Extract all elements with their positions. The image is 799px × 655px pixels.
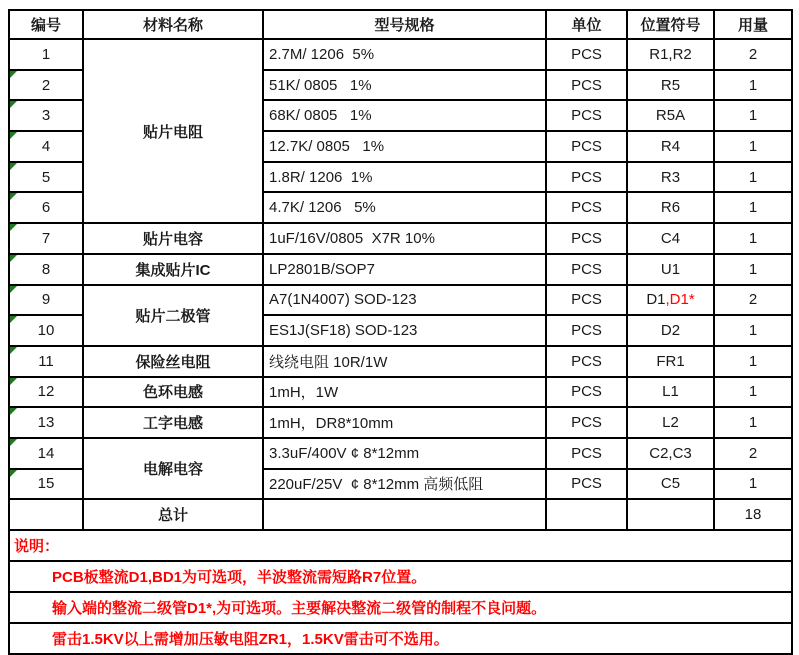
cell-no <box>9 70 83 101</box>
cell-no: 1 <box>9 39 83 70</box>
row-number: 9 <box>41 291 51 309</box>
cell-position: R5A <box>627 100 714 131</box>
cell-no <box>9 346 83 377</box>
cell-position: L1 <box>627 377 714 408</box>
cell-no <box>9 438 83 469</box>
position-label-optional: ,D1* <box>665 291 695 309</box>
cell-unit: PCS <box>546 223 627 254</box>
cell-spec: A7(1N4007) SOD-123 <box>263 285 546 316</box>
notes-title-row <box>9 530 792 561</box>
cell-flag-icon <box>10 470 17 477</box>
table-row <box>9 346 792 377</box>
cell-material: 色环电感 <box>83 377 263 408</box>
cell-no <box>9 407 83 438</box>
cell-position: FR1 <box>627 346 714 377</box>
row-number: 12 <box>37 383 55 401</box>
note-row <box>9 561 792 592</box>
cell-no <box>9 377 83 408</box>
notes-title: 说明： <box>9 530 792 561</box>
cell-material: 电解电容 <box>83 438 263 499</box>
row-number: 10 <box>37 322 55 340</box>
cell-no <box>9 100 83 131</box>
cell-material: 贴片二极管 <box>83 285 263 346</box>
cell-unit: PCS <box>546 70 627 101</box>
cell-position: L2 <box>627 407 714 438</box>
cell-unit: PCS <box>546 438 627 469</box>
cell-qty: 1 <box>714 346 792 377</box>
cell-no <box>9 315 83 346</box>
cell-spec-empty <box>263 499 546 530</box>
header-row <box>9 10 792 39</box>
cell-no <box>9 223 83 254</box>
cell-spec: 68K/ 0805 1% <box>263 100 546 131</box>
cell-position: R3 <box>627 162 714 193</box>
cell-spec: 51K/ 0805 1% <box>263 70 546 101</box>
cell-position: C2,C3 <box>627 438 714 469</box>
cell-flag-icon <box>10 347 17 354</box>
cell-unit: PCS <box>546 254 627 285</box>
cell-spec: 1uF/16V/0805 X7R 10% <box>263 223 546 254</box>
cell-flag-icon <box>10 255 17 262</box>
cell-position: C4 <box>627 223 714 254</box>
cell-flag-icon <box>10 378 17 385</box>
cell-material: 贴片电阻 <box>83 39 263 223</box>
cell-material: 保险丝电阻 <box>83 346 263 377</box>
cell-qty: 1 <box>714 192 792 223</box>
cell-spec: 12.7K/ 0805 1% <box>263 131 546 162</box>
cell-flag-icon <box>10 101 17 108</box>
cell-position: D2 <box>627 315 714 346</box>
cell-flag-icon <box>10 132 17 139</box>
cell-qty: 1 <box>714 70 792 101</box>
cell-qty: 1 <box>714 377 792 408</box>
row-number: 8 <box>41 260 51 278</box>
cell-flag-icon <box>10 408 17 415</box>
col-header-position: 位置符号 <box>627 10 714 39</box>
row-number: 2 <box>41 76 51 94</box>
cell-position <box>627 285 714 316</box>
cell-unit: PCS <box>546 407 627 438</box>
cell-qty: 1 <box>714 315 792 346</box>
cell-flag-icon <box>10 163 17 170</box>
col-header-material: 材料名称 <box>83 10 263 39</box>
cell-no <box>9 254 83 285</box>
cell-flag-icon <box>10 224 17 231</box>
cell-position: U1 <box>627 254 714 285</box>
cell-unit-empty <box>546 499 627 530</box>
cell-flag-icon <box>10 286 17 293</box>
cell-spec: 220uF/25V ¢ 8*12mm 高频低阻 <box>263 469 546 500</box>
table-row <box>9 254 792 285</box>
bom-table <box>8 9 793 655</box>
cell-qty: 1 <box>714 100 792 131</box>
note-row <box>9 623 792 654</box>
cell-qty: 2 <box>714 285 792 316</box>
cell-unit: PCS <box>546 469 627 500</box>
cell-spec: 1mH，1W <box>263 377 546 408</box>
row-number: 7 <box>41 229 51 247</box>
row-number: 6 <box>41 199 51 217</box>
cell-flag-icon <box>10 193 17 200</box>
col-header-spec: 型号规格 <box>263 10 546 39</box>
cell-material: 贴片电容 <box>83 223 263 254</box>
cell-no <box>9 285 83 316</box>
table-row <box>9 407 792 438</box>
note-text: PCB板整流D1,BD1为可选项，半波整流需短路R7位置。 <box>9 561 792 592</box>
table-row <box>9 223 792 254</box>
cell-qty: 1 <box>714 131 792 162</box>
cell-flag-icon <box>10 439 17 446</box>
cell-unit: PCS <box>546 285 627 316</box>
cell-spec: 1.8R/ 1206 1% <box>263 162 546 193</box>
table-row <box>9 438 792 469</box>
cell-qty: 1 <box>714 254 792 285</box>
cell-position: R6 <box>627 192 714 223</box>
cell-qty: 1 <box>714 407 792 438</box>
cell-flag-icon <box>10 71 17 78</box>
cell-unit: PCS <box>546 377 627 408</box>
total-row <box>9 499 792 530</box>
cell-unit: PCS <box>546 192 627 223</box>
col-header-no: 编号 <box>9 10 83 39</box>
cell-spec: 4.7K/ 1206 5% <box>263 192 546 223</box>
col-header-qty: 用量 <box>714 10 792 39</box>
row-number: 13 <box>37 414 55 432</box>
row-number: 14 <box>37 444 55 462</box>
total-label: 总计 <box>83 499 263 530</box>
cell-unit: PCS <box>546 131 627 162</box>
cell-spec: LP2801B/SOP7 <box>263 254 546 285</box>
row-number: 3 <box>41 107 51 125</box>
cell-flag-icon <box>10 316 17 323</box>
cell-no-empty <box>9 499 83 530</box>
cell-no <box>9 162 83 193</box>
table-row <box>9 39 792 70</box>
row-number: 11 <box>38 352 54 370</box>
cell-no <box>9 192 83 223</box>
cell-spec: ES1J(SF18) SOD-123 <box>263 315 546 346</box>
row-number: 5 <box>41 168 51 186</box>
cell-unit: PCS <box>546 39 627 70</box>
row-number: 4 <box>41 137 51 155</box>
note-text: 输入端的整流二级管D1*,为可选项。主要解决整流二级管的制程不良问题。 <box>9 592 792 623</box>
cell-position: R4 <box>627 131 714 162</box>
cell-qty: 1 <box>714 223 792 254</box>
cell-position-empty <box>627 499 714 530</box>
cell-unit: PCS <box>546 162 627 193</box>
row-number: 15 <box>37 475 55 493</box>
total-qty: 18 <box>714 499 792 530</box>
cell-position: C5 <box>627 469 714 500</box>
cell-material: 集成贴片IC <box>83 254 263 285</box>
cell-spec: 2.7M/ 1206 5% <box>263 39 546 70</box>
note-text: 雷击1.5KV以上需增加压敏电阻ZR1，1.5KV雷击可不选用。 <box>9 623 792 654</box>
cell-spec: 线绕电阻 10R/1W <box>263 346 546 377</box>
cell-unit: PCS <box>546 315 627 346</box>
cell-qty: 1 <box>714 469 792 500</box>
cell-position: R5 <box>627 70 714 101</box>
position-label: D1 <box>646 291 666 309</box>
cell-material: 工字电感 <box>83 407 263 438</box>
cell-qty: 2 <box>714 39 792 70</box>
cell-position: R1,R2 <box>627 39 714 70</box>
cell-spec: 1mH，DR8*10mm <box>263 407 546 438</box>
cell-qty: 1 <box>714 162 792 193</box>
table-row <box>9 285 792 316</box>
note-row <box>9 592 792 623</box>
cell-qty: 2 <box>714 438 792 469</box>
cell-spec: 3.3uF/400V ¢ 8*12mm <box>263 438 546 469</box>
cell-no <box>9 469 83 500</box>
cell-unit: PCS <box>546 346 627 377</box>
col-header-unit: 单位 <box>546 10 627 39</box>
cell-unit: PCS <box>546 100 627 131</box>
cell-no <box>9 131 83 162</box>
table-row <box>9 377 792 408</box>
